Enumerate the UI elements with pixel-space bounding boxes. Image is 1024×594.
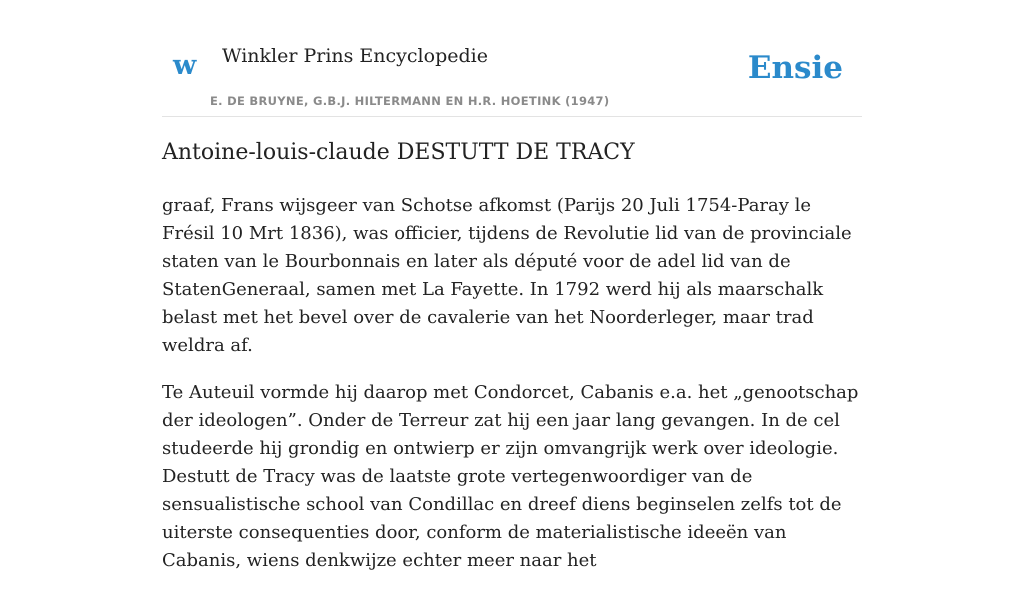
ensie-logo[interactable]: Ensie (747, 50, 843, 86)
publication-logo-icon[interactable]: w (173, 50, 197, 81)
article-body (162, 192, 862, 594)
publication-title[interactable]: Winkler Prins Encyclopedie (222, 45, 488, 67)
site-header (162, 0, 862, 117)
publication-authors: E. DE BRUYNE, G.B.J. HILTERMANN EN H.R. HOETINK (1947) (210, 94, 610, 108)
article-paragraph: graaf, Frans wijsgeer van Schotse afkomst (Parijs 20 Juli 1754-Paray le Frésil 10 Mrt 1836), was officier, tijdens de Revolutie lid van de provinciale staten van le Bourbonnais en later als député voor de adel lid van de StatenGeneraal, samen met La Fayette. In 1792 werd hij als maarschalk belast met het bevel over de cavalerie van het Noorderleger, maar trad weldra af. (162, 195, 852, 356)
article-title: Antoine-louis-claude DESTUTT DE TRACY (162, 140, 635, 165)
article-paragraph: Te Auteuil vormde hij daarop met Condorcet, Cabanis e.a. het „genootschap der ideologen”. Onder de Terreur zat hij een jaar lang gevangen. In de cel studeerde hij grondig en ontwierp er zijn omvangrijk werk over ideologie. Destutt de Tracy was de laatste grote vertegenwoordiger van de sensualistische school van Condillac en dreef diens beginselen zelfs tot de uiterste consequenties door, conform de materialistische ideeën van Cabanis, wiens denkwijze echter meer naar het (162, 382, 859, 571)
page (162, 0, 862, 571)
